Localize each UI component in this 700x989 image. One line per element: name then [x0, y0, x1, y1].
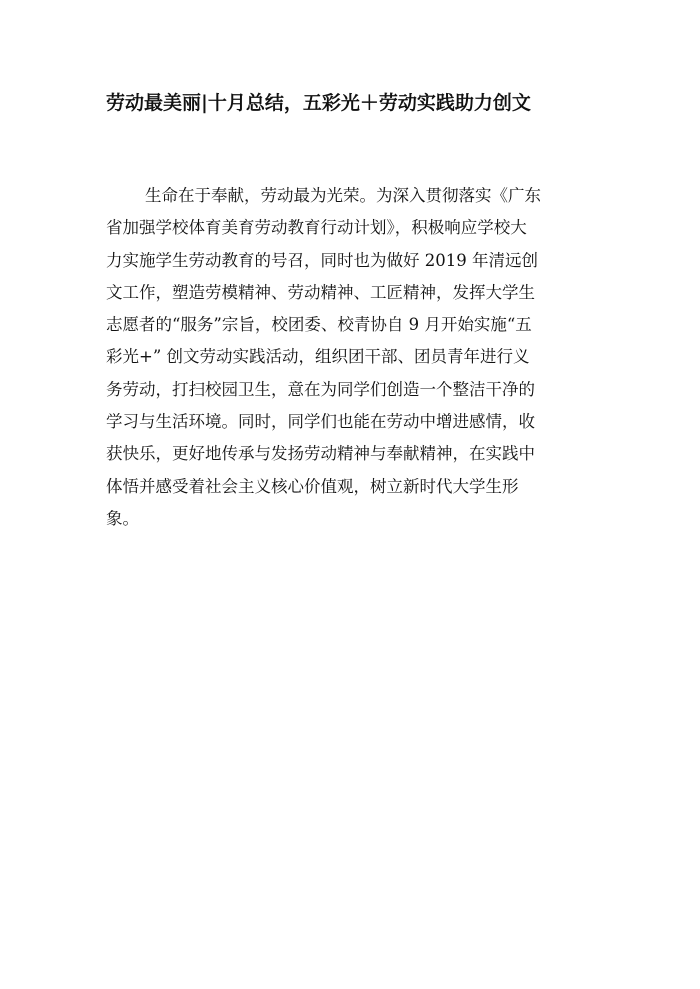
body-line: 获快乐，更好地传承与发扬劳动精神与奉献精神，在实践中: [106, 444, 535, 464]
body-line: 力实施学生劳动教育的号召，同时也为做好 2019 年清远创: [106, 250, 538, 270]
body-line: 务劳动，打扫校园卫生，意在为同学们创造一个整洁干净的: [106, 379, 535, 399]
body-line: 彩光+” 创文劳动实践活动，组织团干部、团员青年进行义: [106, 347, 530, 367]
body-line: 省加强学校体育美育劳动教育行动计划》，积极响应学校大: [106, 218, 527, 238]
body-line: 生命在于奉献，劳动最为光荣。为深入贯彻落实《广东: [145, 186, 541, 205]
document-title: 劳动最美丽|十月总结，五彩光＋劳动实践助力创文: [106, 92, 531, 114]
body-line: 学习与生活环境。同时，同学们也能在劳动中增进感情，收: [106, 412, 535, 432]
body-line: 志愿者的“服务”宗旨，校团委、校青协自 9 月开始实施“五: [106, 315, 532, 335]
body-line: 体悟并感受着社会主义核心价值观，树立新时代大学生形: [106, 476, 519, 496]
body-line: 象。: [106, 508, 139, 528]
document-body: [106, 180, 596, 535]
body-line: 文工作，塑造劳模精神、劳动精神、工匠精神，发挥大学生: [106, 282, 535, 302]
